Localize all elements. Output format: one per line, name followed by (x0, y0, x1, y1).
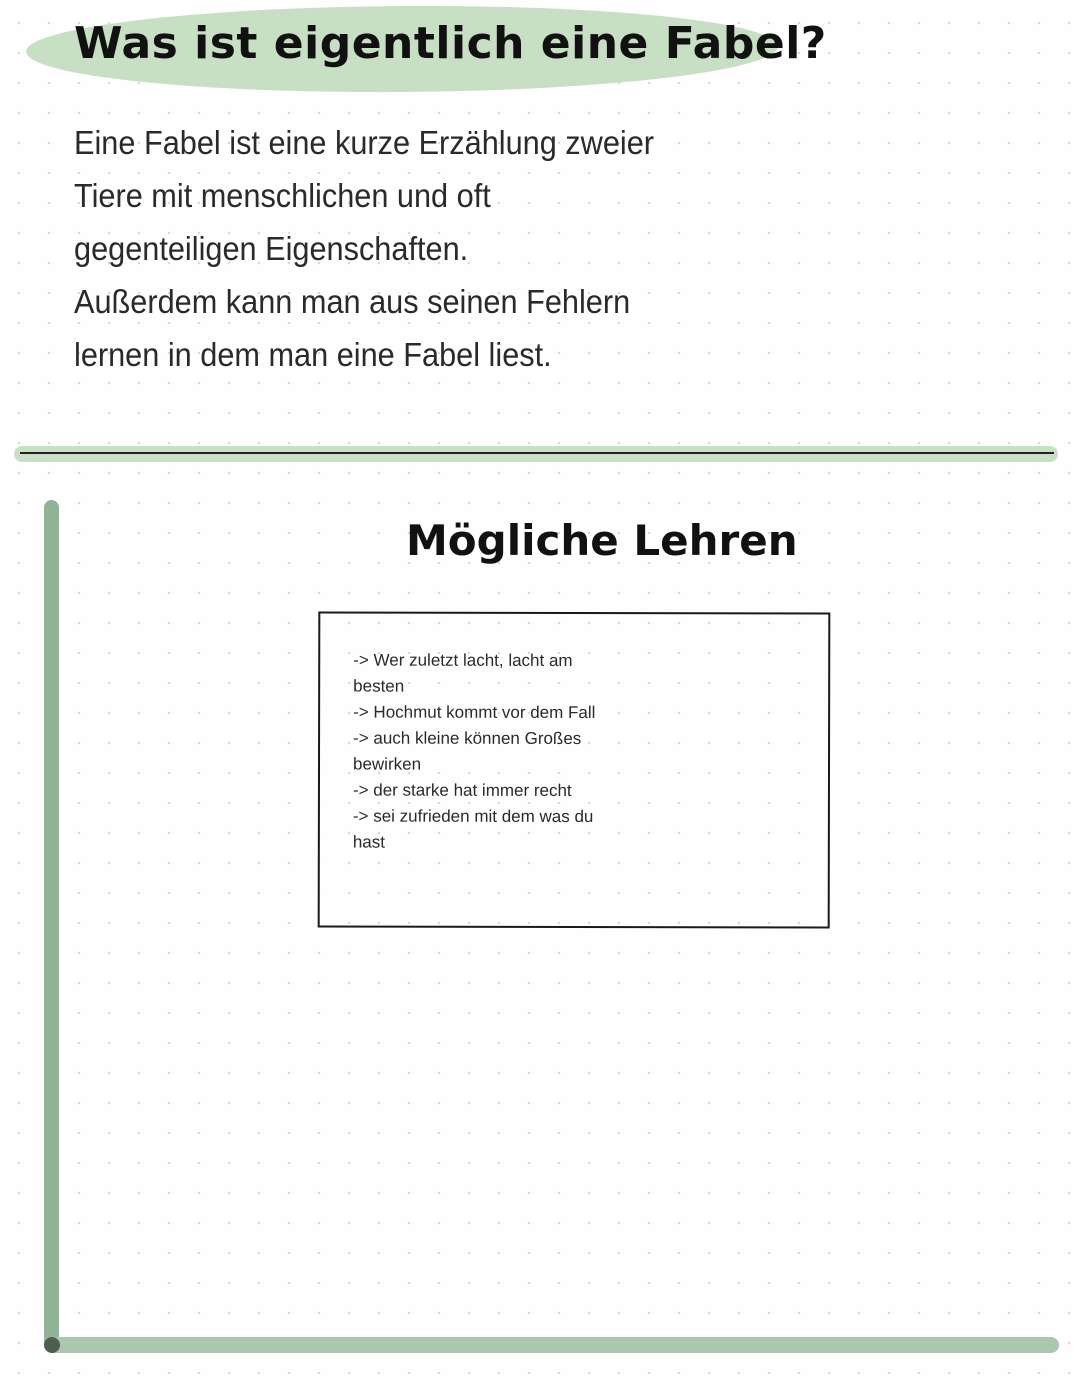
definition-line: Außerdem kann man aus seinen Fehlern (74, 283, 631, 320)
lesson-item: -> Wer zuletzt lacht, lacht am besten (353, 650, 573, 696)
page-title: Was ist eigentlich eine Fabel? (74, 18, 827, 69)
corner-dot (44, 1337, 60, 1353)
lessons-box (318, 611, 831, 928)
definition-line: Tiere mit menschlichen und oft (74, 177, 491, 214)
lessons-list (353, 648, 623, 857)
definition-paragraph (74, 116, 669, 381)
section-title: Mögliche Lehren (406, 516, 798, 565)
definition-line: gegenteiligen Eigenschaften. (74, 230, 469, 267)
lesson-item: -> Hochmut kommt vor dem Fall (353, 702, 596, 723)
definition-line: lernen in dem man eine Fabel liest. (74, 336, 552, 373)
definition-line: Eine Fabel ist eine kurze Erzählung zweier (74, 124, 655, 161)
lesson-item: -> auch kleine können Großes bewirken (352, 728, 582, 774)
lesson-item: -> der starke hat immer recht (352, 780, 572, 800)
left-border-bar (44, 500, 59, 1352)
section-divider-highlight (14, 446, 1058, 462)
lesson-item: -> sei zufrieden mit dem was du hast (352, 806, 594, 852)
bottom-border-bar (46, 1337, 1059, 1353)
section-divider-line (20, 452, 1054, 454)
